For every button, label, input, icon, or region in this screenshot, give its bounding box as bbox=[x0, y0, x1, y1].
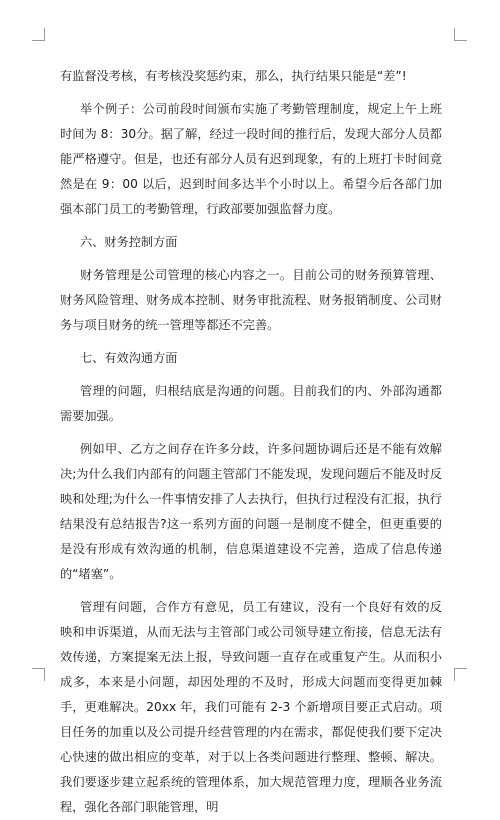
crop-mark-bottom-left bbox=[32, 668, 45, 681]
paragraph-finance: 财务管理是公司管理的核心内容之一。目前公司的财务预算管理、财务风险管理、财务成本控制、财务审批流程、财务报销制度、公司财务与项目财务的统一管理等都还不完善。 bbox=[60, 268, 442, 332]
paragraph-example: 举个例子：公司前段时间颁布实施了考勤管理制度，规定上午上班时间为 8：30分。据了解，经过一段时间的推行后，发现大部分人员都能严格遵守。但是，也还有部分人员有迟到现象，有的上班打卡时间竟然是在 9：00 以后，迟到时间多达半个小时以上。希望今后各部门加强本部门员工的考勤管理，行政部要加强监督力度。 bbox=[60, 102, 442, 216]
crop-mark-top-left bbox=[32, 28, 45, 41]
paragraph-communication-intro: 管理的问题，归根结底是沟通的问题。目前我们的内、外部沟通都需要加强。 bbox=[60, 384, 442, 423]
paragraph-management-issues: 管理有问题，合作方有意见，员工有建议，没有一个良好有效的反映和申诉渠道，从而无法与主管部门或公司领导建立衔接，信息无法有效传递，方案提案无法上报，导致问题一直存在或重复产生。从而积小成多，本来是小问题，却因处理的不及时，形成大问题而变得更加棘手，更难解决。20xx 年，我们可能有 2-3 个新增项目要正式启动。项目任务的加重以及公司提升经营管理的内在需求，都促使我们要下定决心快速的做出相应的变革，对于以上各类问题进行整理、整顿、解决。我们要逐步建立起系统的管理体系，加大规范管理力度，理顺各业务流程，强化各部门职能管理，明 bbox=[60, 600, 442, 814]
crop-mark-bottom-right bbox=[454, 668, 467, 681]
paragraph-communication-example: 例如甲、乙方之间存在许多分歧，许多问题协调后还是不能有效解决;为什么我们内部有的问题主管部门不能发现，发现问题后不能及时反映和处理;为什么一件事情安排了人去执行，但执行过程没有汇报，执行结果没有总结报告?这一系列方面的问题一是制度不健全，但更重要的是没有形成有效沟通的机制，信息渠道建设不完善，造成了信息传递的“堵塞”。 bbox=[60, 442, 442, 581]
section-heading-finance: 六、财务控制方面 bbox=[80, 235, 178, 249]
crop-mark-top-right bbox=[454, 28, 467, 41]
section-heading-communication: 七、有效沟通方面 bbox=[80, 351, 178, 365]
paragraph-continued: 有监督没考核，有考核没奖惩约束，那么，执行结果只能是“差”! bbox=[60, 69, 407, 83]
